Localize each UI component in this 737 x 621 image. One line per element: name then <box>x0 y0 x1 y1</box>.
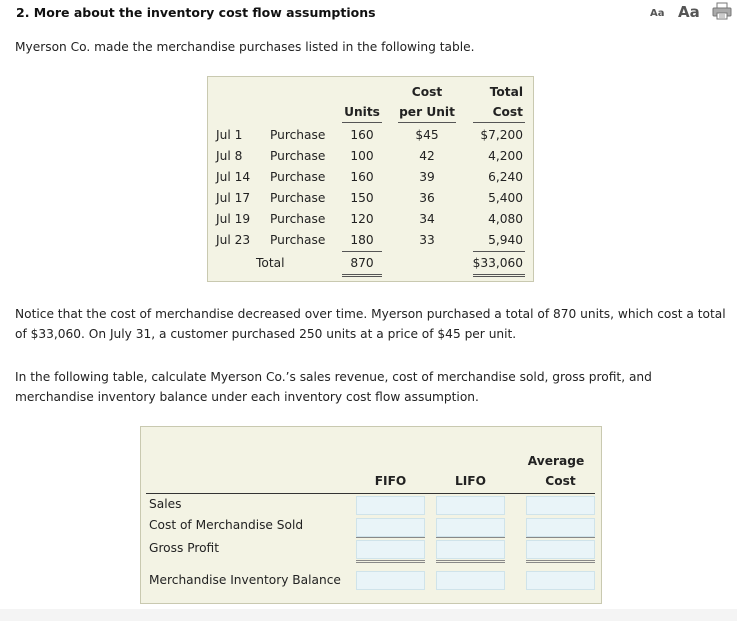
col-header-fifo: FIFO <box>374 474 407 488</box>
row-units: 100 <box>350 149 374 163</box>
row-date: Jul 8 <box>216 149 243 163</box>
row-units: 180 <box>350 233 374 247</box>
row-type: Purchase <box>270 128 326 142</box>
header-rule <box>146 493 595 494</box>
col-header-cost-line1: Cost <box>411 85 443 99</box>
printer-icon[interactable] <box>712 2 732 20</box>
inventory-lifo-input[interactable] <box>436 571 505 590</box>
cogs-rule-lifo <box>436 537 505 538</box>
cogs-fifo-input[interactable] <box>356 518 425 537</box>
row-cost: 34 <box>419 212 435 226</box>
row-cost: $45 <box>415 128 439 142</box>
gross-profit-double-rule-average <box>526 560 595 563</box>
page-footer-bar <box>0 609 737 621</box>
row-cost: 42 <box>419 149 435 163</box>
cogs-rule-average <box>526 537 595 538</box>
row-units: 160 <box>350 128 374 142</box>
row-units: 120 <box>350 212 374 226</box>
cogs-lifo-input[interactable] <box>436 518 505 537</box>
cogs-rule-fifo <box>356 537 425 538</box>
col-header-total-line1: Total <box>489 85 523 99</box>
total-rule-cost <box>473 251 525 252</box>
col-header-cost-line2: per Unit <box>399 105 455 119</box>
row-date: Jul 17 <box>216 191 251 205</box>
row-cost: 39 <box>419 170 435 184</box>
row-date: Jul 19 <box>216 212 251 226</box>
total-units: 870 <box>350 256 374 270</box>
row-type: Purchase <box>270 191 326 205</box>
col-header-average-line1: Average <box>527 454 585 468</box>
instruction-text: In the following table, calculate Myerson Co.’s sales revenue, cost of merchandise sold, gross profit, and merchandise inventory balance under each inventory cost flow assumption. <box>15 370 652 404</box>
row-cost: 36 <box>419 191 435 205</box>
header-underline-total <box>473 122 525 123</box>
row-label-gross-profit: Gross Profit <box>149 541 220 555</box>
row-type: Purchase <box>270 212 326 226</box>
header-underline-cost <box>398 122 456 123</box>
sales-average-input[interactable] <box>526 496 595 515</box>
row-total: 4,080 <box>488 212 523 226</box>
gross-profit-double-rule-lifo <box>436 560 505 563</box>
notice-text: Notice that the cost of merchandise decreased over time. Myerson purchased a total of 870 units, which cost a total of $33,060. On July 31, a customer purchased 250 units at a price of $45 per unit. <box>15 307 726 341</box>
row-total: 4,200 <box>488 149 523 163</box>
col-header-lifo: LIFO <box>455 474 486 488</box>
gross-profit-lifo-input[interactable] <box>436 540 505 559</box>
total-cost: $33,060 <box>472 256 523 270</box>
row-cost: 33 <box>419 233 435 247</box>
purchases-table <box>207 76 534 282</box>
intro-text: Myerson Co. made the merchandise purchases listed in the following table. <box>15 40 475 54</box>
cogs-average-input[interactable] <box>526 518 595 537</box>
font-size-small-button[interactable]: Aa <box>650 8 665 19</box>
row-type: Purchase <box>270 170 326 184</box>
row-units: 150 <box>350 191 374 205</box>
total-double-rule-units <box>342 274 382 277</box>
col-header-average-line2: Cost <box>545 474 576 488</box>
row-label-cogs: Cost of Merchandise Sold <box>149 518 304 532</box>
sales-fifo-input[interactable] <box>356 496 425 515</box>
calculation-table <box>140 426 602 604</box>
row-label-sales: Sales <box>149 497 182 511</box>
gross-profit-fifo-input[interactable] <box>356 540 425 559</box>
row-total: 6,240 <box>488 170 523 184</box>
total-rule-units <box>342 251 382 252</box>
total-label: Total <box>256 256 285 270</box>
col-header-total-line2: Cost <box>492 105 523 119</box>
gross-profit-double-rule-fifo <box>356 560 425 563</box>
row-total: $7,200 <box>480 128 523 142</box>
col-header-units: Units <box>344 105 380 119</box>
row-date: Jul 23 <box>216 233 251 247</box>
row-date: Jul 14 <box>216 170 251 184</box>
font-size-large-button[interactable]: Aa <box>678 3 700 21</box>
row-type: Purchase <box>270 149 326 163</box>
page-title: 2. More about the inventory cost flow assumptions <box>16 5 376 20</box>
sales-lifo-input[interactable] <box>436 496 505 515</box>
row-type: Purchase <box>270 233 326 247</box>
row-units: 160 <box>350 170 374 184</box>
row-total: 5,400 <box>488 191 523 205</box>
row-total: 5,940 <box>488 233 523 247</box>
row-date: Jul 1 <box>216 128 243 142</box>
inventory-average-input[interactable] <box>526 571 595 590</box>
total-double-rule-cost <box>473 274 525 277</box>
gross-profit-average-input[interactable] <box>526 540 595 559</box>
header-underline-units <box>342 122 382 123</box>
inventory-fifo-input[interactable] <box>356 571 425 590</box>
row-label-inventory: Merchandise Inventory Balance <box>149 573 341 587</box>
